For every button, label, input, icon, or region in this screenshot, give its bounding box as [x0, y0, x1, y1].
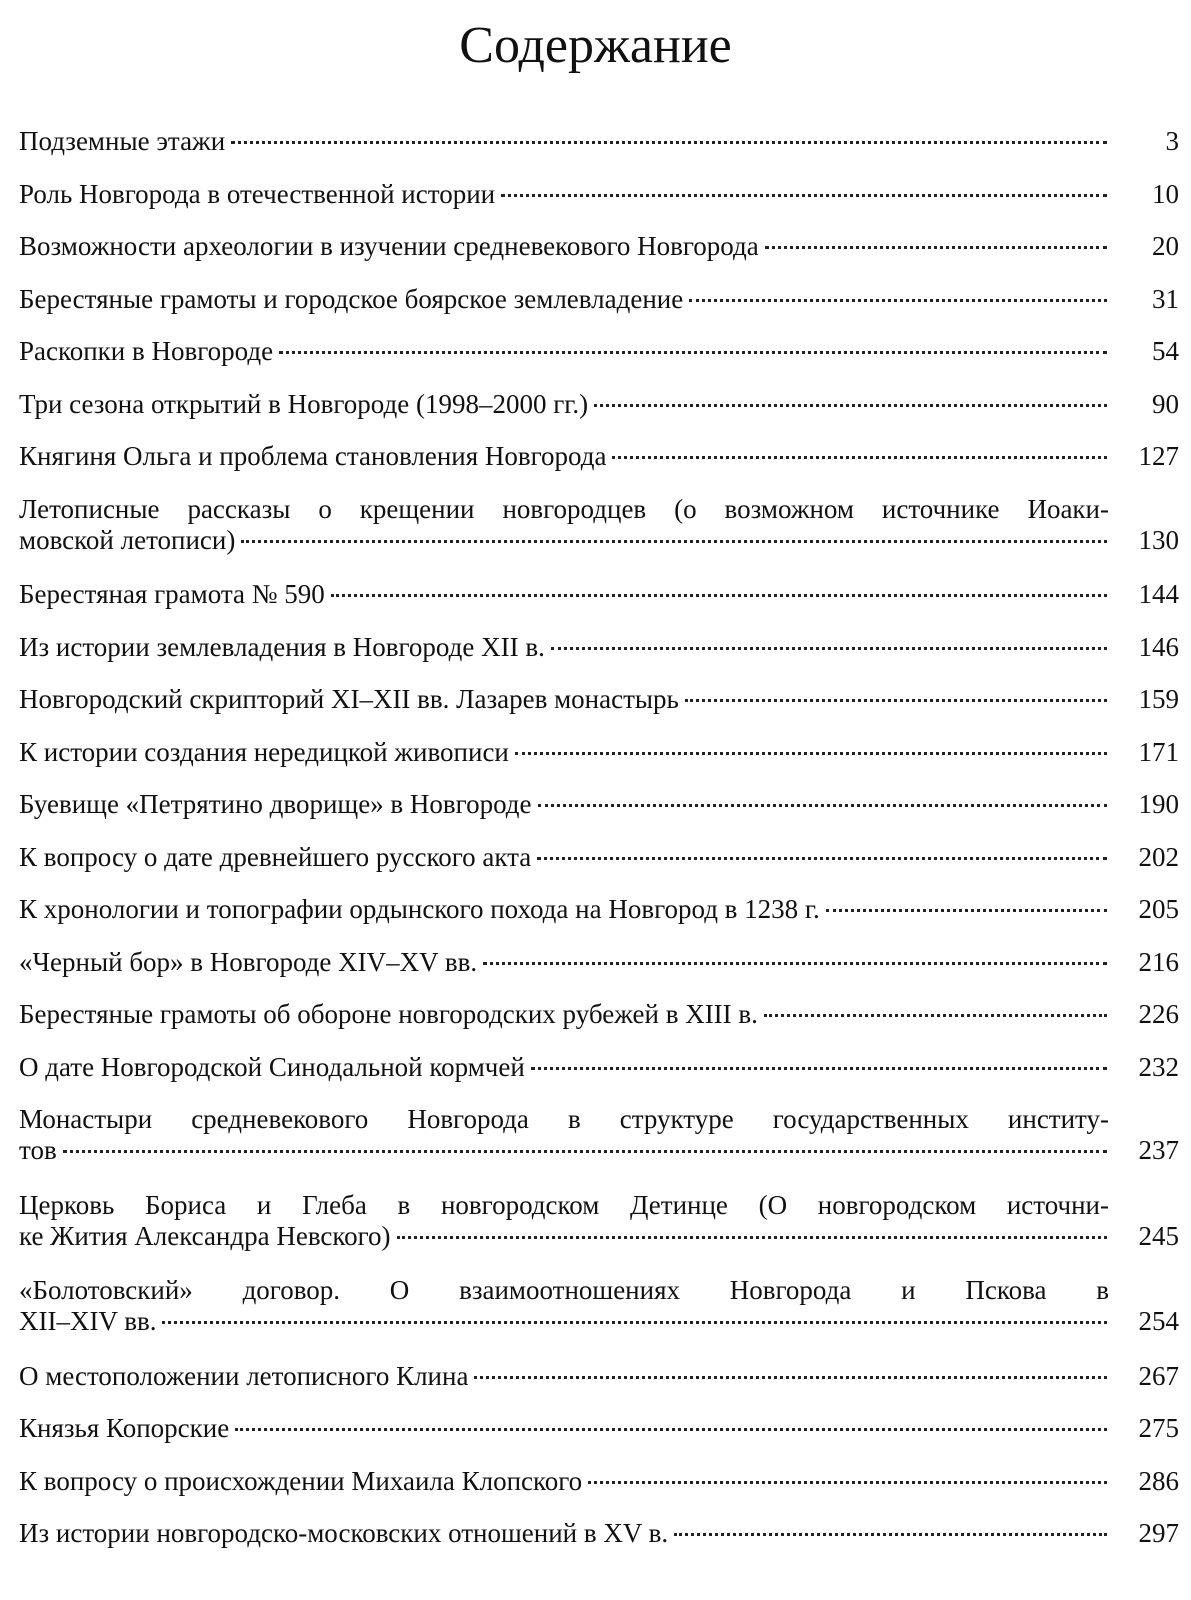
toc-entry: [19, 579, 1179, 632]
toc-entry: [19, 1518, 1179, 1571]
entry-page-number: 237: [1138, 1135, 1179, 1165]
toc-entry: [19, 1413, 1179, 1466]
entry-title: мовской летописи): [19, 524, 236, 555]
toc-entry: [19, 894, 1179, 947]
entry-page-number: 226: [1138, 999, 1179, 1029]
entry-page-number: 127: [1138, 441, 1179, 471]
dot-leader: [235, 1428, 1107, 1431]
toc-entry: [19, 947, 1179, 1000]
toc-entry: [19, 842, 1179, 895]
dot-leader: [397, 1236, 1107, 1239]
toc-entry: [19, 737, 1179, 790]
dot-leader: [231, 141, 1107, 144]
toc-entry: [19, 684, 1179, 737]
entry-title: Подземные этажи: [19, 126, 226, 156]
entry-page-number: 205: [1138, 894, 1179, 924]
toc-entry: [19, 789, 1179, 842]
entry-page-number: 31: [1152, 283, 1179, 314]
dot-leader: [501, 194, 1107, 197]
dot-leader: [331, 594, 1107, 597]
entry-title-line1: Летописные рассказы о крещении новгородцев (о возможном источнике Иоаки-: [19, 493, 1109, 524]
entry-page-number: 216: [1138, 946, 1179, 977]
dot-leader: [764, 1014, 1107, 1017]
entry-page-number: 144: [1138, 579, 1179, 609]
entry-title: XII–XIV вв.: [19, 1306, 157, 1336]
dot-leader: [538, 804, 1107, 807]
entry-page-number: 130: [1138, 524, 1179, 555]
toc-entry: [19, 336, 1179, 389]
entry-page-number: 90: [1152, 388, 1179, 419]
toc-entry: [19, 999, 1179, 1052]
entry-page-number: 10: [1152, 178, 1179, 209]
page-title: Содержание: [459, 17, 732, 74]
entry-page-number: 20: [1152, 231, 1179, 261]
dot-leader: [279, 351, 1107, 354]
entry-title: К вопросу о дате древнейшего русского акта: [19, 841, 532, 872]
entry-page-number: 202: [1138, 841, 1179, 872]
entry-title: К истории создания нередицкой живописи: [19, 736, 509, 767]
entry-title-line1: «Болотовский» договор. О взаимоотношениях Новгорода и Пскова в: [19, 1275, 1109, 1305]
dot-leader: [612, 456, 1107, 459]
dot-leader: [826, 909, 1107, 912]
dot-leader: [483, 962, 1107, 965]
entry-title: Роль Новгорода в отечественной истории: [19, 178, 496, 209]
toc-list: [19, 126, 1179, 1571]
entry-title: Новгородский скрипторий XI–XII вв. Лазарев монастырь: [19, 684, 679, 714]
toc-entry: [19, 441, 1179, 494]
dot-leader: [241, 540, 1107, 543]
entry-title: ке Жития Александра Невского): [19, 1220, 391, 1251]
dot-leader: [531, 1067, 1107, 1070]
entry-title: Возможности археологии в изучении средневекового Новгорода: [19, 231, 759, 261]
toc-entry: [19, 179, 1179, 232]
entry-page-number: 54: [1152, 336, 1179, 366]
dot-leader: [551, 647, 1107, 650]
entry-title-line1: Монастыри средневекового Новгорода в структуре государственных институ-: [19, 1104, 1109, 1134]
dot-leader: [689, 299, 1107, 302]
entry-title: К вопросу о происхождении Михаила Клопского: [19, 1465, 583, 1496]
entry-page-number: 159: [1138, 684, 1179, 714]
toc-entry: [19, 284, 1179, 337]
entry-title: Три сезона открытий в Новгороде (1998–2000 гг.): [19, 388, 589, 419]
toc-entry: [19, 632, 1179, 685]
dot-leader: [685, 699, 1107, 702]
entry-page-number: 245: [1138, 1220, 1179, 1251]
toc-entry: [19, 1104, 1179, 1190]
toc-entry: [19, 1052, 1179, 1105]
entry-title: К хронологии и топографии ордынского похода на Новгород в 1238 г.: [19, 894, 820, 924]
entry-title: Княгиня Ольга и проблема становления Новгорода: [19, 441, 607, 471]
entry-page-number: 286: [1138, 1465, 1179, 1496]
dot-leader: [594, 404, 1107, 407]
entry-title: Из истории новгородско-московских отношений в XV в.: [19, 1518, 669, 1548]
entry-page-number: 190: [1138, 789, 1179, 819]
dot-leader: [674, 1533, 1107, 1536]
entry-page-number: 267: [1138, 1360, 1179, 1391]
dot-leader: [537, 857, 1107, 860]
entry-page-number: 275: [1138, 1413, 1179, 1443]
dot-leader: [765, 246, 1107, 249]
entry-title: тов: [19, 1135, 57, 1165]
dot-leader: [162, 1321, 1107, 1324]
toc-entry: [19, 494, 1179, 580]
toc-entry: [19, 126, 1179, 179]
toc-entry: [19, 1466, 1179, 1519]
toc-entry: [19, 1361, 1179, 1414]
toc-entry: [19, 231, 1179, 284]
entry-page-number: 297: [1138, 1518, 1179, 1548]
entry-page-number: 171: [1138, 736, 1179, 767]
dot-leader: [515, 752, 1107, 755]
toc-entry: [19, 1275, 1179, 1361]
entry-page-number: 254: [1138, 1306, 1179, 1336]
entry-title: Берестяная грамота № 590: [19, 579, 325, 609]
entry-title: О дате Новгородской Синодальной кормчей: [19, 1051, 525, 1082]
entry-page-number: 3: [1165, 126, 1179, 156]
dot-leader: [63, 1150, 1107, 1153]
entry-title: Берестяные грамоты и городское боярское землевладение: [19, 283, 684, 314]
entry-title: Из истории землевладения в Новгороде XII в.: [19, 631, 545, 662]
entry-title-line1: Церковь Бориса и Глеба в новгородском Детинце (О новгородском источни-: [19, 1189, 1109, 1220]
dot-leader: [588, 1481, 1107, 1484]
toc-entry: [19, 389, 1179, 442]
entry-title: Буевище «Петрятино дворище» в Новгороде: [19, 789, 532, 819]
entry-page-number: 232: [1138, 1051, 1179, 1082]
entry-title: Раскопки в Новгороде: [19, 336, 274, 366]
entry-page-number: 146: [1138, 631, 1179, 662]
entry-title: О местоположении летописного Клина: [19, 1360, 469, 1391]
toc-entry: [19, 1190, 1179, 1276]
dot-leader: [474, 1376, 1107, 1379]
entry-title: «Черный бор» в Новгороде XIV–XV вв.: [19, 946, 478, 977]
entry-title: Князья Копорские: [19, 1413, 230, 1443]
entry-title: Берестяные грамоты об обороне новгородских рубежей в XIII в.: [19, 999, 758, 1029]
